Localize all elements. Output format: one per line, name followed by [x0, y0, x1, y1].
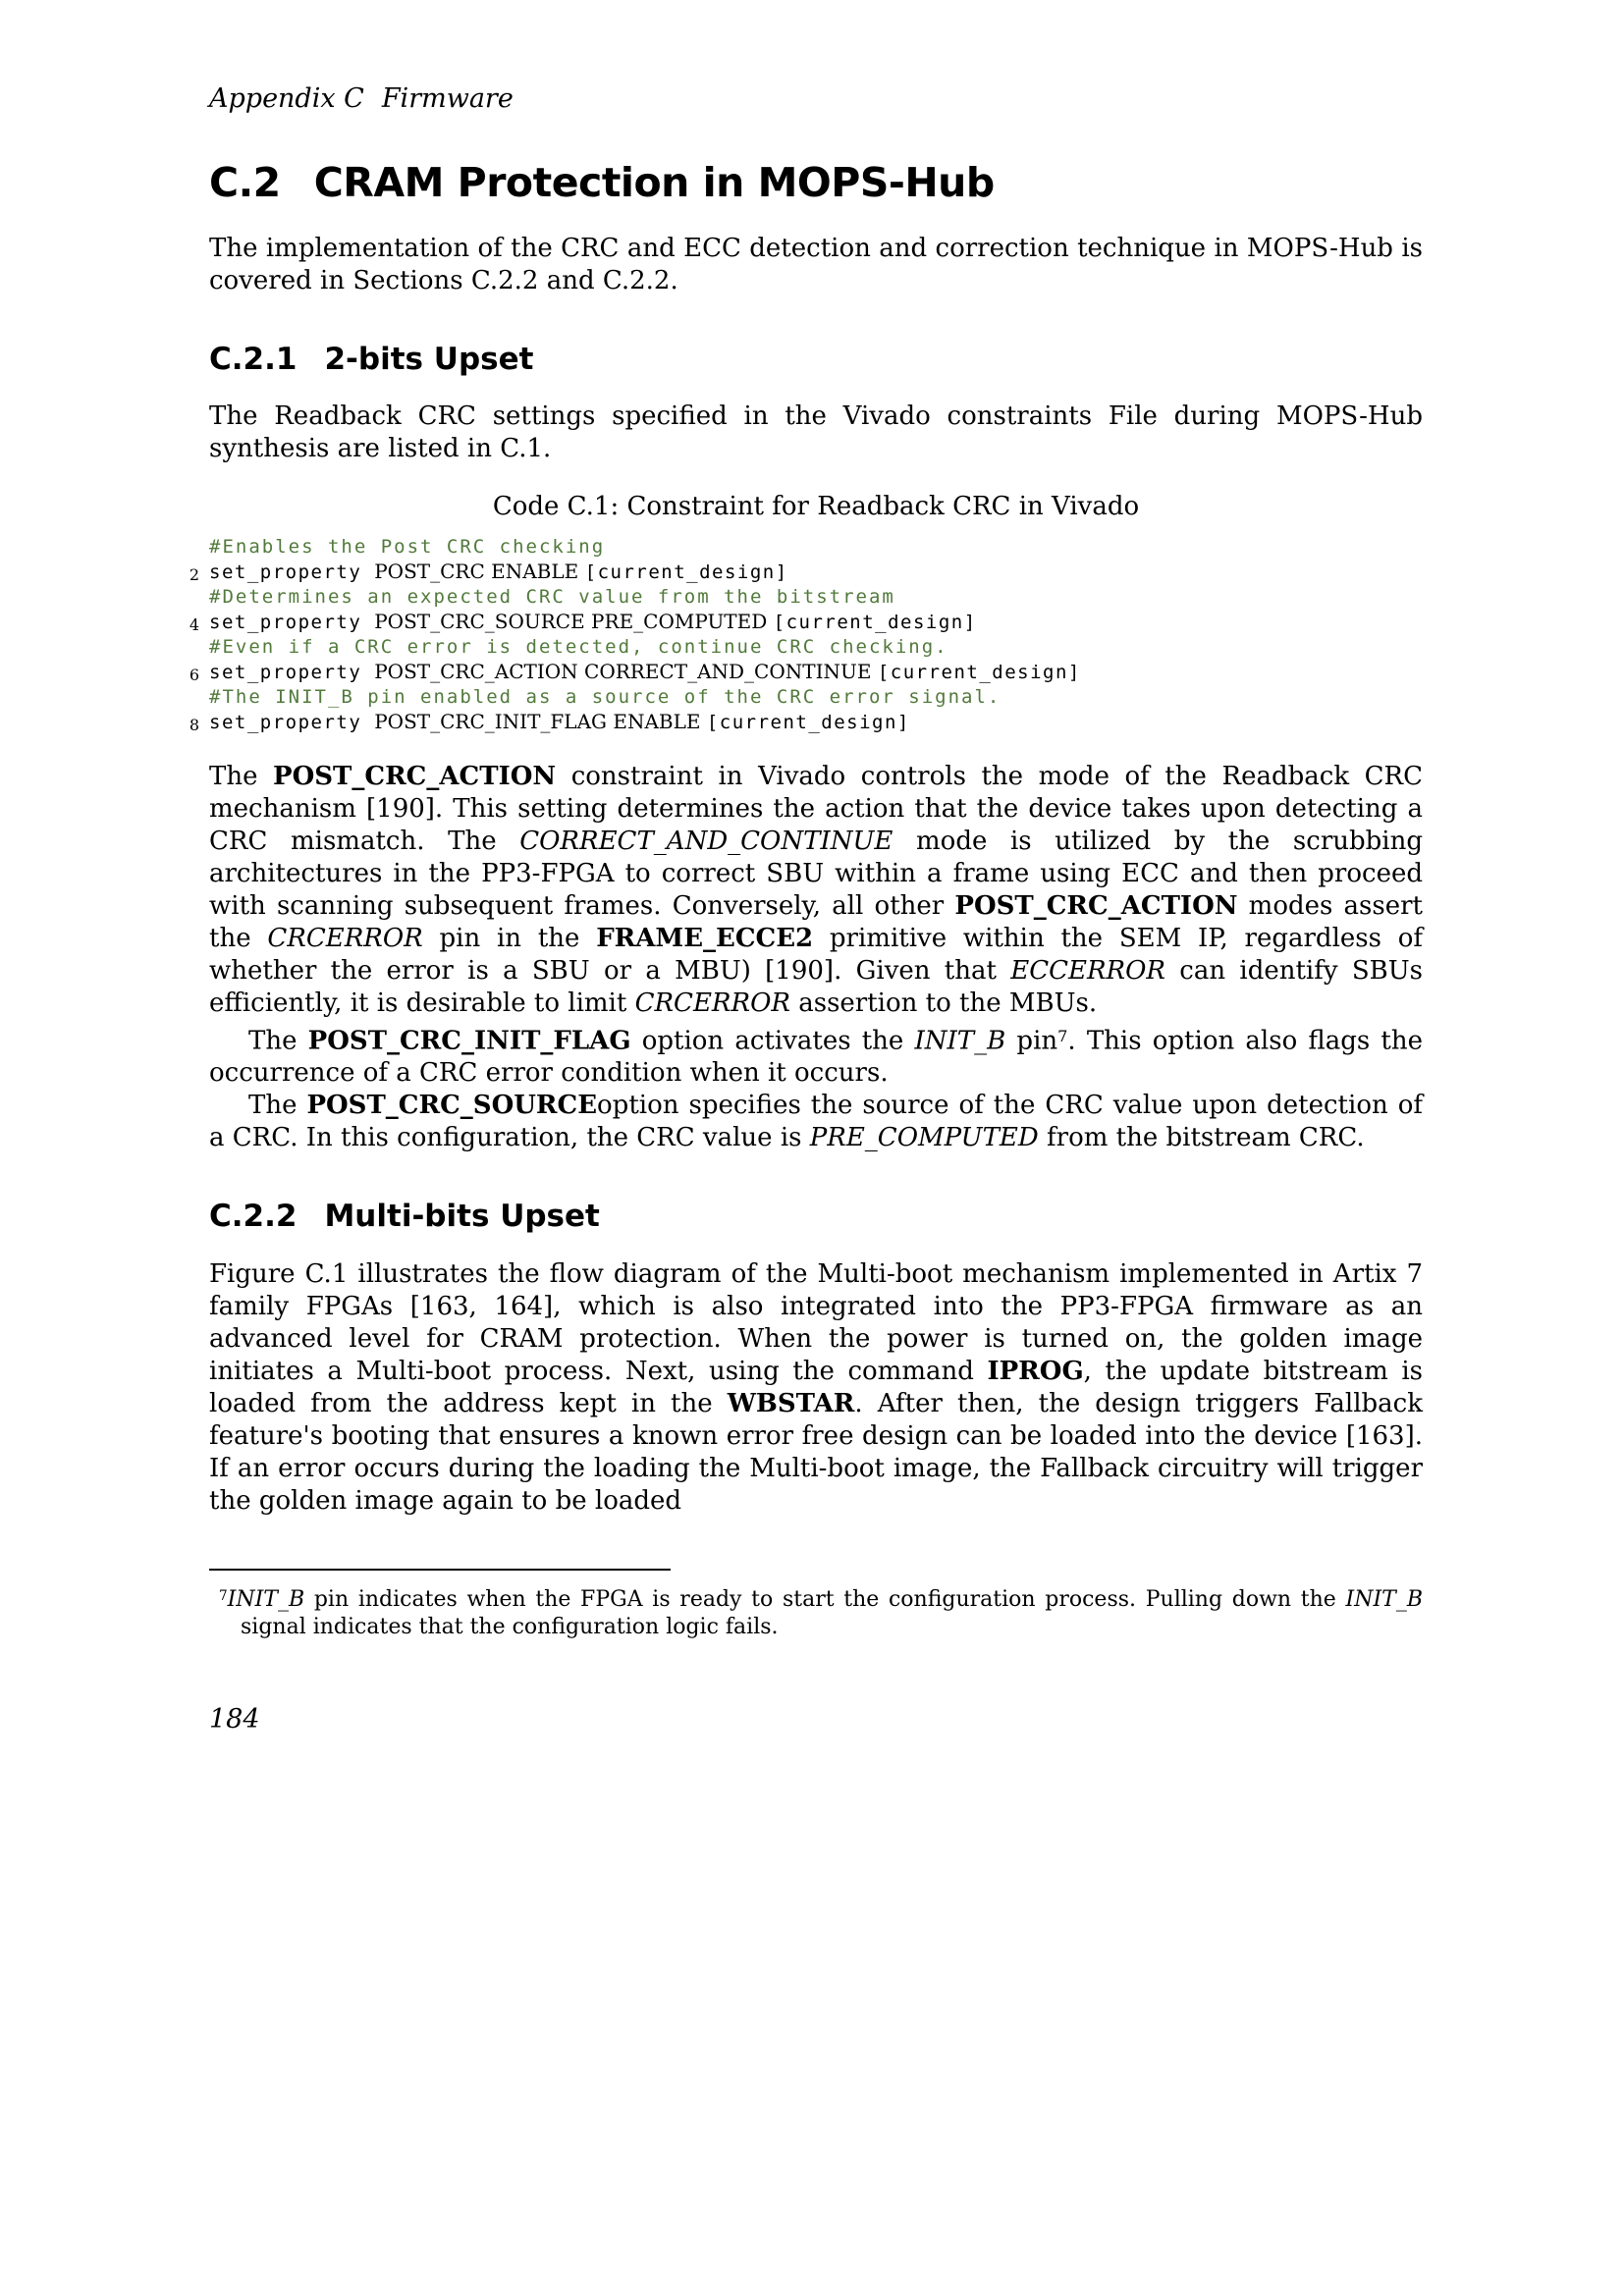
- subsection-title: Multi-bits Upset: [324, 1198, 600, 1234]
- text-run: POST_CRC_ACTION: [273, 761, 557, 791]
- text-run: POST_CRC ENABLE: [374, 559, 585, 583]
- code-caption: Code C.1: Constraint for Readback CRC in Vivado: [492, 492, 1140, 522]
- section-title: CRAM Protection in MOPS-Hub: [313, 159, 995, 207]
- code-line-text: [209, 709, 910, 733]
- subsection-title: 2-bits Upset: [324, 341, 534, 377]
- text-run: , the update bitstream is loaded from the address kept in the: [209, 1356, 1423, 1418]
- line-number: 8: [189, 715, 199, 734]
- paragraph-intro: [209, 233, 1423, 297]
- code-line: [209, 635, 1423, 660]
- text-run: [current_design]: [706, 711, 910, 733]
- text-run: #Determines an expected CRC value from the bitstream: [209, 585, 895, 608]
- code-line: [209, 535, 1423, 560]
- text-run: POST_CRC_ACTION CORRECT_AND_CONTINUE: [374, 659, 878, 683]
- code-line-text: [209, 561, 788, 583]
- text-run: . After then, the design triggers Fallback feature's booting that ensures a known error free design can be loaded into the device [163]. If an error occurs during the loading the Multi-boot image, the Fallback circuitry will trigger the golden image again to be loaded: [209, 1388, 1423, 1516]
- code-line: [189, 709, 1423, 735]
- text-run: POST_CRC_SOURCE: [306, 1090, 598, 1120]
- text-run: Figure C.1 illustrates the flow diagram of the Multi-boot mechanism implemented in Artix 7 family FPGAs [163, 164], which is also integrated into the PP3-FPGA firmware as an advanced level for CRAM protection. When the power is turned on, the golden image initiates a Multi-boot process. Next, using the command: [209, 1258, 1423, 1386]
- line-number: 4: [189, 614, 199, 634]
- text-run: option specifies the source of the CRC value upon detection of a CRC. In this configuration, the CRC value is: [209, 1090, 1423, 1152]
- text-run: option activates the: [630, 1025, 915, 1055]
- text-run: assertion to the MBUs.: [789, 988, 1098, 1018]
- code-line: [209, 585, 1423, 610]
- text-run: WBSTAR: [727, 1388, 855, 1418]
- code-line-text: [209, 686, 1001, 708]
- text-run: set_property: [209, 611, 375, 633]
- text-run: The Readback CRC settings specified in the Vivado constraints File during MOPS-Hub synthesis are listed in C.1.: [209, 401, 1423, 464]
- text-run: can identify SBUs efficiently, it is desirable to limit: [209, 955, 1423, 1018]
- subsection-number: C.2.1: [209, 341, 298, 377]
- text-run: CRCERROR: [634, 988, 790, 1018]
- text-run: INIT_B: [227, 1586, 305, 1612]
- text-run: modes assert the: [209, 890, 1423, 953]
- text-run: . This option also flags the occurrence of a CRC error condition when it occurs.: [209, 1025, 1423, 1088]
- paragraph-multiboot: [209, 1258, 1423, 1518]
- text-run: 7: [1057, 1026, 1068, 1045]
- text-block: [189, 83, 1424, 1735]
- paragraph-readback: [209, 400, 1423, 465]
- code-line-text: [209, 659, 1081, 683]
- subsection-heading-multibits: [209, 1200, 1423, 1235]
- text-run: FRAME_ECCE2: [596, 923, 814, 953]
- text-run: pin: [1005, 1025, 1058, 1055]
- page-number: 184: [209, 1703, 260, 1735]
- text-run: POST_CRC_INIT_FLAG: [307, 1025, 631, 1055]
- text-run: 7: [219, 1587, 228, 1604]
- code-listing: [189, 535, 1423, 735]
- code-line-text: [209, 609, 977, 633]
- text-run: #Enables the Post CRC checking: [209, 535, 606, 558]
- text-run: constraint in Vivado controls the mode of the Readback CRC mechanism [190]. This setting determines the action that the device takes upon detecting a CRC mismatch. The: [209, 761, 1423, 856]
- text-run: set_property: [209, 561, 375, 583]
- subsection-number: C.2.2: [209, 1198, 298, 1234]
- text-run: ECCERROR: [1010, 955, 1166, 986]
- text-run: set_property: [209, 711, 375, 733]
- running-header: [209, 83, 1423, 115]
- text-run: #The INIT_B pin enabled as a source of the CRC error signal.: [209, 685, 1001, 708]
- running-header-title: Firmware: [381, 83, 514, 114]
- text-run: primitive within the SEM IP, regardless of whether the error is a SBU or a MBU) [190]. Given that: [209, 923, 1424, 986]
- code-line-text: [209, 586, 895, 608]
- text-run: INIT_B: [914, 1025, 1006, 1055]
- text-run: pin indicates when the FPGA is ready to start the configuration process. Pulling down the: [304, 1586, 1346, 1612]
- code-line-text: [209, 536, 605, 558]
- text-run: The: [209, 761, 274, 791]
- text-run: INIT_B: [1345, 1586, 1423, 1612]
- text-run: The: [248, 1025, 308, 1055]
- paragraph-post-crc-action: [209, 761, 1423, 1020]
- text-run: POST_CRC_INIT_FLAG ENABLE: [374, 709, 707, 733]
- text-run: POST_CRC_ACTION: [954, 890, 1238, 921]
- paragraph-post-crc-init-flag: [209, 1020, 1423, 1090]
- text-run: [current_design]: [773, 611, 977, 633]
- text-run: set_property: [209, 661, 375, 683]
- text-run: [current_design]: [584, 561, 788, 583]
- code-line: [189, 659, 1423, 685]
- text-run: signal indicates that the configuration logic fails.: [241, 1614, 779, 1639]
- code-line: [209, 685, 1423, 710]
- footnote-text: [209, 1582, 1423, 1641]
- text-run: CRCERROR: [267, 923, 423, 953]
- section-heading: [209, 160, 1423, 206]
- paragraph-post-crc-source: [209, 1090, 1423, 1154]
- text-run: IPROG: [987, 1356, 1084, 1386]
- text-run: The implementation of the CRC and ECC detection and correction technique in MOPS-Hub is covered in Sections C.2.2 and C.2.2.: [209, 233, 1423, 295]
- section-number: C.2: [209, 159, 281, 207]
- text-run: #Even if a CRC error is detected, continue CRC checking.: [209, 635, 948, 658]
- text-run: POST_CRC_SOURCE PRE_COMPUTED: [374, 609, 774, 633]
- text-run: mode is utilized by the scrubbing architectures in the PP3-FPGA to correct SBU within a frame using ECC and then proceed with scanning subsequent frames. Conversely, all other: [209, 826, 1424, 921]
- text-run: The: [248, 1090, 307, 1120]
- text-run: pin in the: [422, 923, 597, 953]
- footnote-area: [209, 1569, 1423, 1641]
- subsection-heading-2bits: [209, 343, 1423, 378]
- code-line: [189, 559, 1423, 585]
- text-run: PRE_COMPUTED: [809, 1122, 1039, 1152]
- line-number: 6: [189, 665, 199, 684]
- running-header-chapter: Appendix C: [209, 83, 364, 114]
- code-line-text: [209, 636, 948, 658]
- footnote-rule: [209, 1569, 671, 1571]
- code-line: [189, 609, 1423, 635]
- line-number: 2: [189, 564, 199, 584]
- text-run: CORRECT_AND_CONTINUE: [519, 826, 893, 856]
- text-run: from the bitstream CRC.: [1038, 1122, 1365, 1152]
- text-run: [current_design]: [877, 661, 1081, 683]
